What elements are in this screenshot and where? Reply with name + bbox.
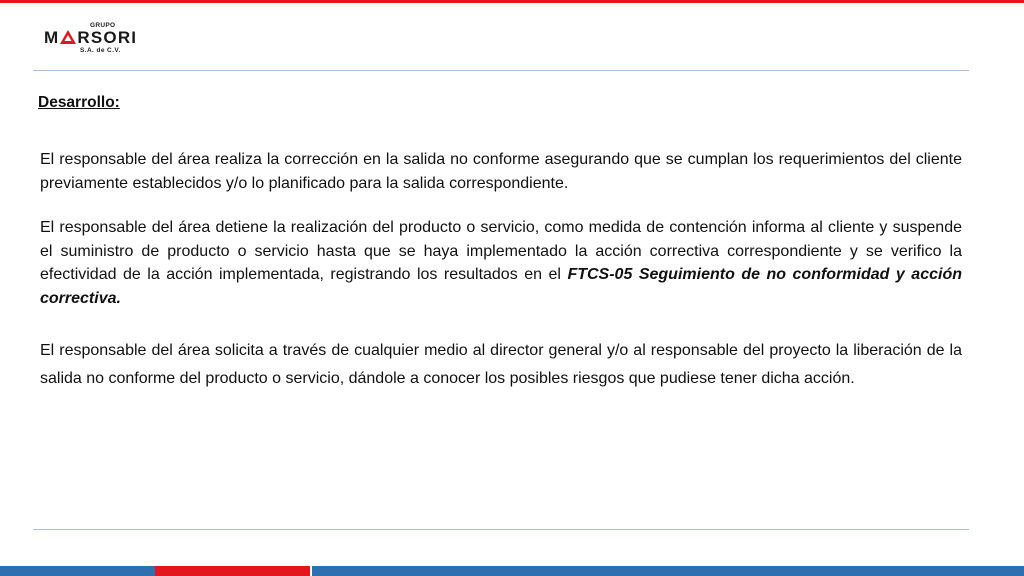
paragraph-containment [40,216,962,310]
bottom-bar-blue-left [0,566,155,576]
paragraph-correction: El responsable del área realiza la corrección en la salida no conforme asegurando que se cumplan los requerimientos del cliente previamente establecidos y/o lo planificado para la salida correspondiente. [40,151,962,192]
paragraph-containment-text: El responsable del área detiene la realización del producto o servicio, como medida de contención informa al cliente y suspende el suministro de producto o servicio hasta que se haya implementado la acción correctiva correspondiente y se verifico la efectividad de la acción implementada, registrando los resultados en el [40,219,962,283]
logo-subtitle: S.A. de C.V. [80,47,121,54]
logo-wordmark [44,28,137,48]
top-accent-bar [0,0,1024,3]
form-reference: FTCS-05 Seguimiento de no conformidad y acción correctiva. [40,266,962,307]
bottom-accent-bar [0,566,1024,576]
logo-name-right: RSORI [77,28,138,47]
logo-grupo-text: GRUPO [90,22,116,29]
logo-triangle-icon [60,30,76,44]
bottom-bar-blue-right [310,566,1024,576]
company-logo [44,22,176,56]
bottom-divider [33,529,969,530]
top-divider [33,70,969,71]
section-heading: Desarrollo: [38,94,120,111]
logo-name-left: M [44,28,60,47]
bottom-bar-red [155,566,310,576]
paragraph-release: El responsable del área solicita a través de cualquier medio al director general y/o al responsable del proyecto la liberación de la salida no conforme del producto o servicio, dándole a conocer los posibles riesgos que pudiese tener dicha acción. [40,342,962,387]
